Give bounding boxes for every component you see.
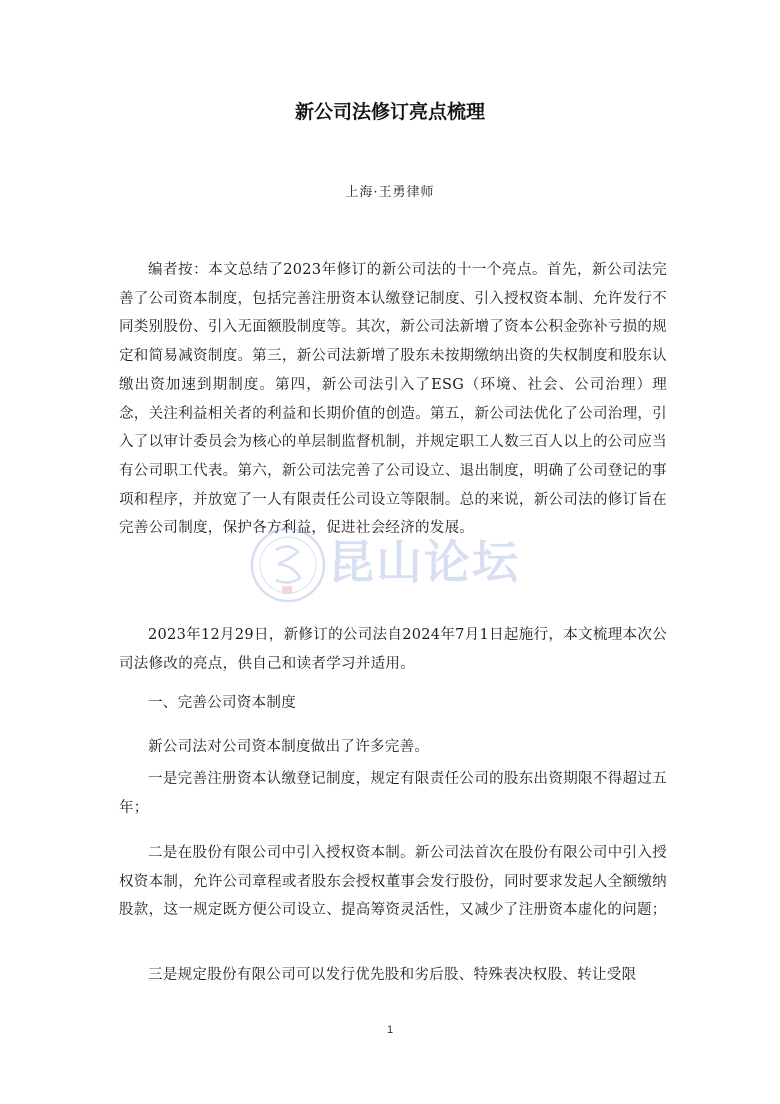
document-title: 新公司法修订亮点梳理 (294, 101, 485, 123)
list-item: 三是规定股份有限公司可以发行优先股和劣后股、特殊表决权股、转让受限 (148, 967, 637, 983)
date-paragraph: 2023年12月29日，新修订的公司法自2024年7月1日起施行，本文梳理本次公司法修改的亮点，供自己和读者学习并适用。 (119, 627, 667, 672)
page-number: 1 (386, 1024, 394, 1036)
list-item: 一是完善注册资本认缴登记制度，规定有限责任公司的股东出资期限不得超过五年； (119, 771, 667, 816)
watermark-text: 昆山论坛 (328, 535, 520, 589)
section-intro: 新公司法对公司资本制度做出了许多完善。 (148, 739, 430, 755)
document-author: 上海·王勇律师 (345, 185, 435, 200)
section-heading: 一、完善公司资本制度 (148, 695, 296, 711)
editor-note-paragraph: 编者按：本文总结了2023年修订的新公司法的十一个亮点。首先，新公司法完善了公司资本制度，包括完善注册资本认缴登记制度、引入授权资本制、允许发行不同类别股份、引入无面额股制度等。其次，新公司法新增了资本公积金弥补亏损的规定和简易减资制度。第三，新公司法新增了股东未按期缴纳出资的失权制度和股东认缴出资加速到期制度。第四，新公司法引入了ESG（环境、社会、公司治理）理念，关注利益相关者的利益和长期价值的创造。第五，新公司法优化了公司治理，引入了以审计委员会为核心的单层制监督机制，并规定职工人数三百人以上的公司应当有公司职工代表。第六，新公司法完善了公司设立、退出制度，明确了公司登记的事项和程序，并放宽了一人有限责任公司设立等限制。总的来说，新公司法的修订旨在完善公司制度，保护各方利益，促进社会经济的发展。 (119, 262, 667, 537)
list-item: 二是在股份有限公司中引入授权资本制。新公司法首次在股份有限公司中引入授权资本制，允许公司章程或者股东会授权董事会发行股份，同时要求发起人全额缴纳股款，这一规定既方便公司设立、提高筹资灵活性，又减少了注册资本虚化的问题； (119, 845, 667, 919)
